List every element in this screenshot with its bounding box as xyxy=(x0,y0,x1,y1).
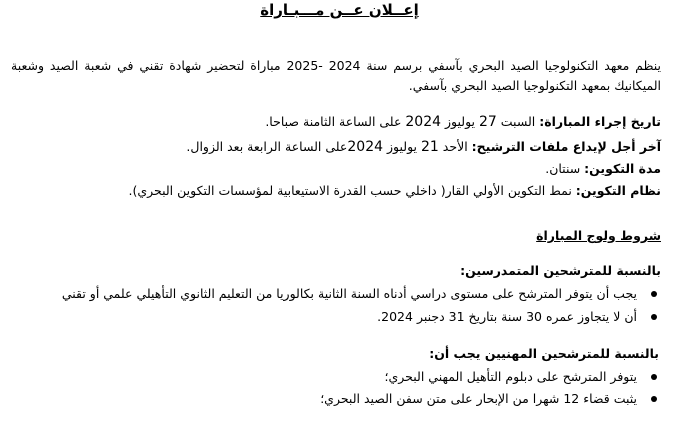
list-item: أن لا يتجاوز عمره 30 سنة بتاريخ 31 دجنبر 2024. xyxy=(377,308,637,326)
list-item: يجب أن يتوفر المترشح على مستوى دراسي أدناه السنة الثانية بكالوريا من التعليم الثانوي التأهيلي علمي أو تقني xyxy=(62,285,637,303)
students-heading: بالنسبة للمترشحين المتمدرسين: xyxy=(460,263,661,278)
page-title: إعــلان عــن مـــبـاراة xyxy=(260,1,419,19)
bullet-icon xyxy=(651,314,657,320)
bullet-icon xyxy=(651,396,657,402)
list-item: يثبت قضاء 12 شهرا من الإبحار على متن سفن الصيد البحري؛ xyxy=(320,390,637,408)
list-item: يتوفر المترشح على دبلوم التأهيل المهني البحري؛ xyxy=(385,368,637,386)
detail-duration: مدة التكوين: سنتان. xyxy=(545,161,661,176)
detail-label: مدة التكوين: xyxy=(584,161,661,176)
detail-label: نظام التكوين: xyxy=(575,183,661,198)
conditions-title: شروط ولوج المباراة xyxy=(536,228,661,243)
detail-exam-date: تاريخ إجراء المباراة: السبت 27 يوليوز 2024 على الساعة الثامنة صباحا. xyxy=(265,114,661,130)
detail-deadline: آخر أجل لإيداع ملفات الترشيح: الأحد 21 يوليوز 2024على الساعة الرابعة بعد الزوال. xyxy=(186,139,661,155)
bullet-icon xyxy=(651,374,657,380)
detail-label: آخر أجل لإيداع ملفات الترشيح: xyxy=(471,139,661,154)
professionals-heading: بالنسبة للمترشحين المهنيين يجب أن: xyxy=(429,346,659,361)
detail-label: تاريخ إجراء المباراة: xyxy=(539,114,661,129)
bullet-icon xyxy=(651,291,657,297)
detail-system: نظام التكوين: نمط التكوين الأولي القار( داخلي حسب القدرة الاستيعابية لمؤسسات التكوين البحري). xyxy=(128,183,661,198)
intro-paragraph: ينظم معهد التكنولوجيا الصيد البحري بآسفي برسم سنة 2024 -2025 مباراة لتحضير شهادة تقني في شعبة الصيد وشعبة الميكانيك بمعهد التكنولوجيا الصيد البحري بآسفي. xyxy=(11,58,662,93)
